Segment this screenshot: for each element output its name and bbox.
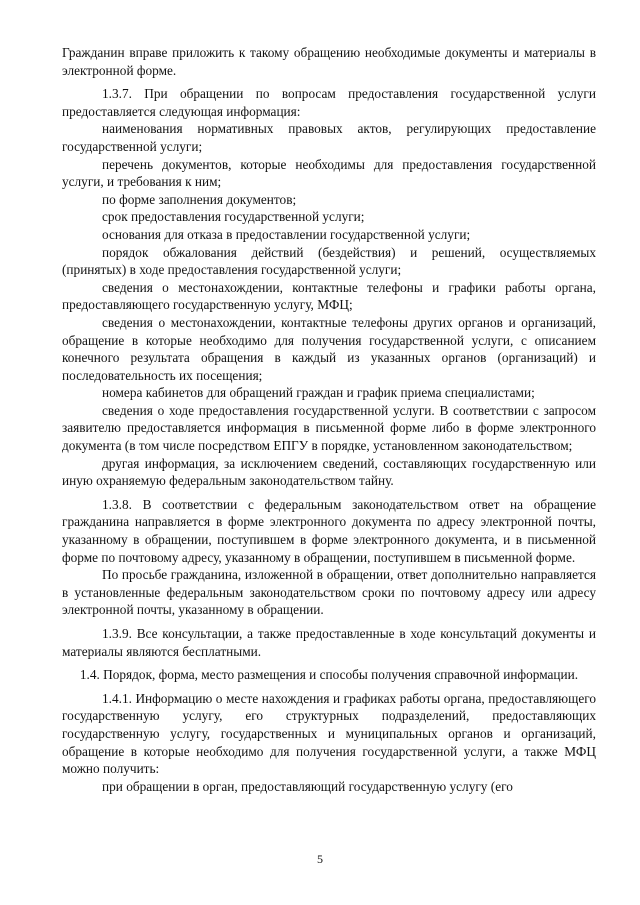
paragraph: сведения о местонахождении, контактные телефоны других органов и организаций, обращение в которые необходимо для получения государственной услуги, с описанием конечного результата обращения в каждый из указанных органов (организаций) и последовательность их посещения; — [62, 314, 596, 383]
paragraph: 1.3.8. В соответствии с федеральным законодательством ответ на обращение гражданина направляется в форме электронного документа по адресу электронной почты, указанному в обращении, поступившем в форме электронного документа, и в письменной форме по почтовому адресу, указанному в обращении, поступившем в письменной форме. — [62, 496, 596, 565]
paragraph: сведения о местонахождении, контактные телефоны и графики работы органа, предоставляющего государственную услугу, МФЦ; — [62, 279, 596, 313]
paragraph: Гражданин вправе приложить к такому обращению необходимые документы и материалы в электронной форме. — [62, 45, 596, 78]
document-body-continued — [62, 690, 596, 796]
paragraph: сведения о ходе предоставления государственной услуги. В соответствии с запросом заявителю предоставляется информация в письменной форме либо в форме электронного документа (в том числе посредством ЕПГУ в порядке, установленном законодательством; — [62, 402, 596, 454]
paragraph: наименования нормативных правовых актов, регулирующих предоставление государственной услуги; — [62, 121, 596, 154]
page-number: 5 — [317, 852, 323, 866]
paragraph: 1.3.7. При обращении по вопросам предоставления государственной услуги предоставляется следующая информация: — [62, 86, 596, 119]
paragraph: порядок обжалования действий (бездействия) и решений, осуществляемых (принятых) в ходе предоставления государственной услуги; — [62, 244, 596, 278]
document-body — [62, 44, 596, 660]
paragraph: по форме заполнения документов; — [102, 191, 297, 207]
paragraph: основания для отказа в предоставлении государственной услуги; — [102, 226, 471, 242]
paragraph: По просьбе гражданина, изложенной в обращении, ответ дополнительно направляется в установленные федеральным законодательством сроки по почтовому адресу или адресу электронной почты, указанному в обращении. — [62, 567, 596, 618]
paragraph: 1.4.1. Информацию о месте нахождения и графиках работы органа, предоставляющего государственную услугу, его структурных подразделений, предоставляющих государственную услугу, государственных и муниципальных органов и организаций, обращение в которые необходимо для получения государственной услуги, а также МФЦ можно получить: — [62, 690, 596, 777]
paragraph: номера кабинетов для обращений граждан и график приема специалистами; — [102, 385, 535, 401]
paragraph: другая информация, за исключением сведений, составляющих государственную или иную охраняемую федеральным законодательством тайну. — [62, 455, 596, 489]
paragraph: при обращении в орган, предоставляющий государственную услугу (его — [102, 778, 513, 794]
paragraph: срок предоставления государственной услуги; — [102, 209, 365, 225]
paragraph: перечень документов, которые необходимы для предоставления государственной услуги, и требования к ним; — [62, 156, 596, 190]
section-heading: 1.4. Порядок, форма, место размещения и способы получения справочной информации. — [79, 667, 579, 683]
paragraph: 1.3.9. Все консультации, а также предоставленные в ходе консультаций документы и материалы являются бесплатными. — [62, 626, 596, 659]
